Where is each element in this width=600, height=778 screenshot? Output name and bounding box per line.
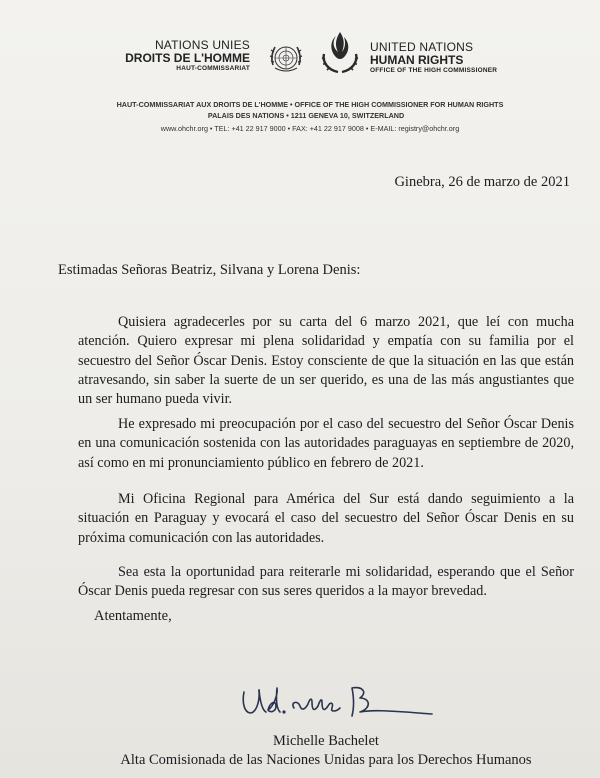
ohchr-flame-icon [318, 28, 362, 78]
letter-paragraph-1: Quisiera agradecerles por su carta del 6 marzo 2021, que leí con mucha atención. Quiero expresar mi plena solidaridad y empatía con su familia por el secuestro del Señor Óscar Denis. Estoy consciente de que la situación en las que están atravesando, sin saber la suerte de un ser querido, es una de las más angustiantes que un ser humano pueda vivir. [78, 314, 574, 408]
letterhead-french-line3: HAUT-COMMISSARIAT [176, 65, 250, 72]
signer-title: Alta Comisionada de las Naciones Unidas para los Derechos Humanos [120, 752, 532, 768]
letterhead-english-line3: OFFICE OF THE HIGH COMMISSIONER [370, 67, 498, 74]
handwritten-signature [232, 680, 447, 728]
letterhead-address-line2: PALAIS DES NATIONS • 1211 GENEVA 10, SWITZERLAND [207, 111, 405, 120]
letter-date: Ginebra, 26 de marzo de 2021 [394, 174, 570, 190]
letterhead [0, 0, 600, 140]
signer-name: Michelle Bachelet [273, 733, 379, 749]
letterhead-english-line1: UNITED NATIONS [370, 40, 474, 54]
letter-greeting: Estimadas Señoras Beatriz, Silvana y Lorena Denis: [58, 262, 361, 278]
letter-closing: Atentamente, [94, 608, 172, 624]
letterhead-french [125, 39, 250, 73]
letterhead-french-line2: DROITS DE L'HOMME [125, 51, 250, 65]
letterhead-french-line1: NATIONS UNIES [154, 38, 250, 52]
letterhead-english [370, 41, 497, 75]
letter-paragraph-4: Sea esta la oportunidad para reiterarle mi solidaridad, esperando que el Señor Óscar Denis pueda regresar con sus seres queridos a la mayor brevedad. [78, 564, 574, 600]
letterhead-english-line2: HUMAN RIGHTS [370, 53, 464, 67]
un-emblem-icon [266, 38, 306, 78]
letterhead-contact-line: www.ohchr.org • TEL: +41 22 917 9000 • FAX: +41 22 917 9008 • E-MAIL: registry@ohchr.org [160, 124, 460, 133]
letterhead-address-line1: HAUT-COMMISSARIAT AUX DROITS DE L'HOMME • OFFICE OF THE HIGH COMMISSIONER FOR HUMAN RIGHTS [116, 100, 504, 109]
letter-paragraph-2: He expresado mi preocupación por el caso del secuestro del Señor Óscar Denis en una comunicación sostenida con las autoridades paraguayas en septiembre de 2020, así como en mi pronunciamiento público en febrero de 2021. [78, 416, 574, 471]
letter-paragraph-3: Mi Oficina Regional para América del Sur está dando seguimiento a la situación en Paraguay y evocará el caso del secuestro del Señor Óscar Denis en su próxima comunicación con las autoridades. [78, 491, 574, 546]
